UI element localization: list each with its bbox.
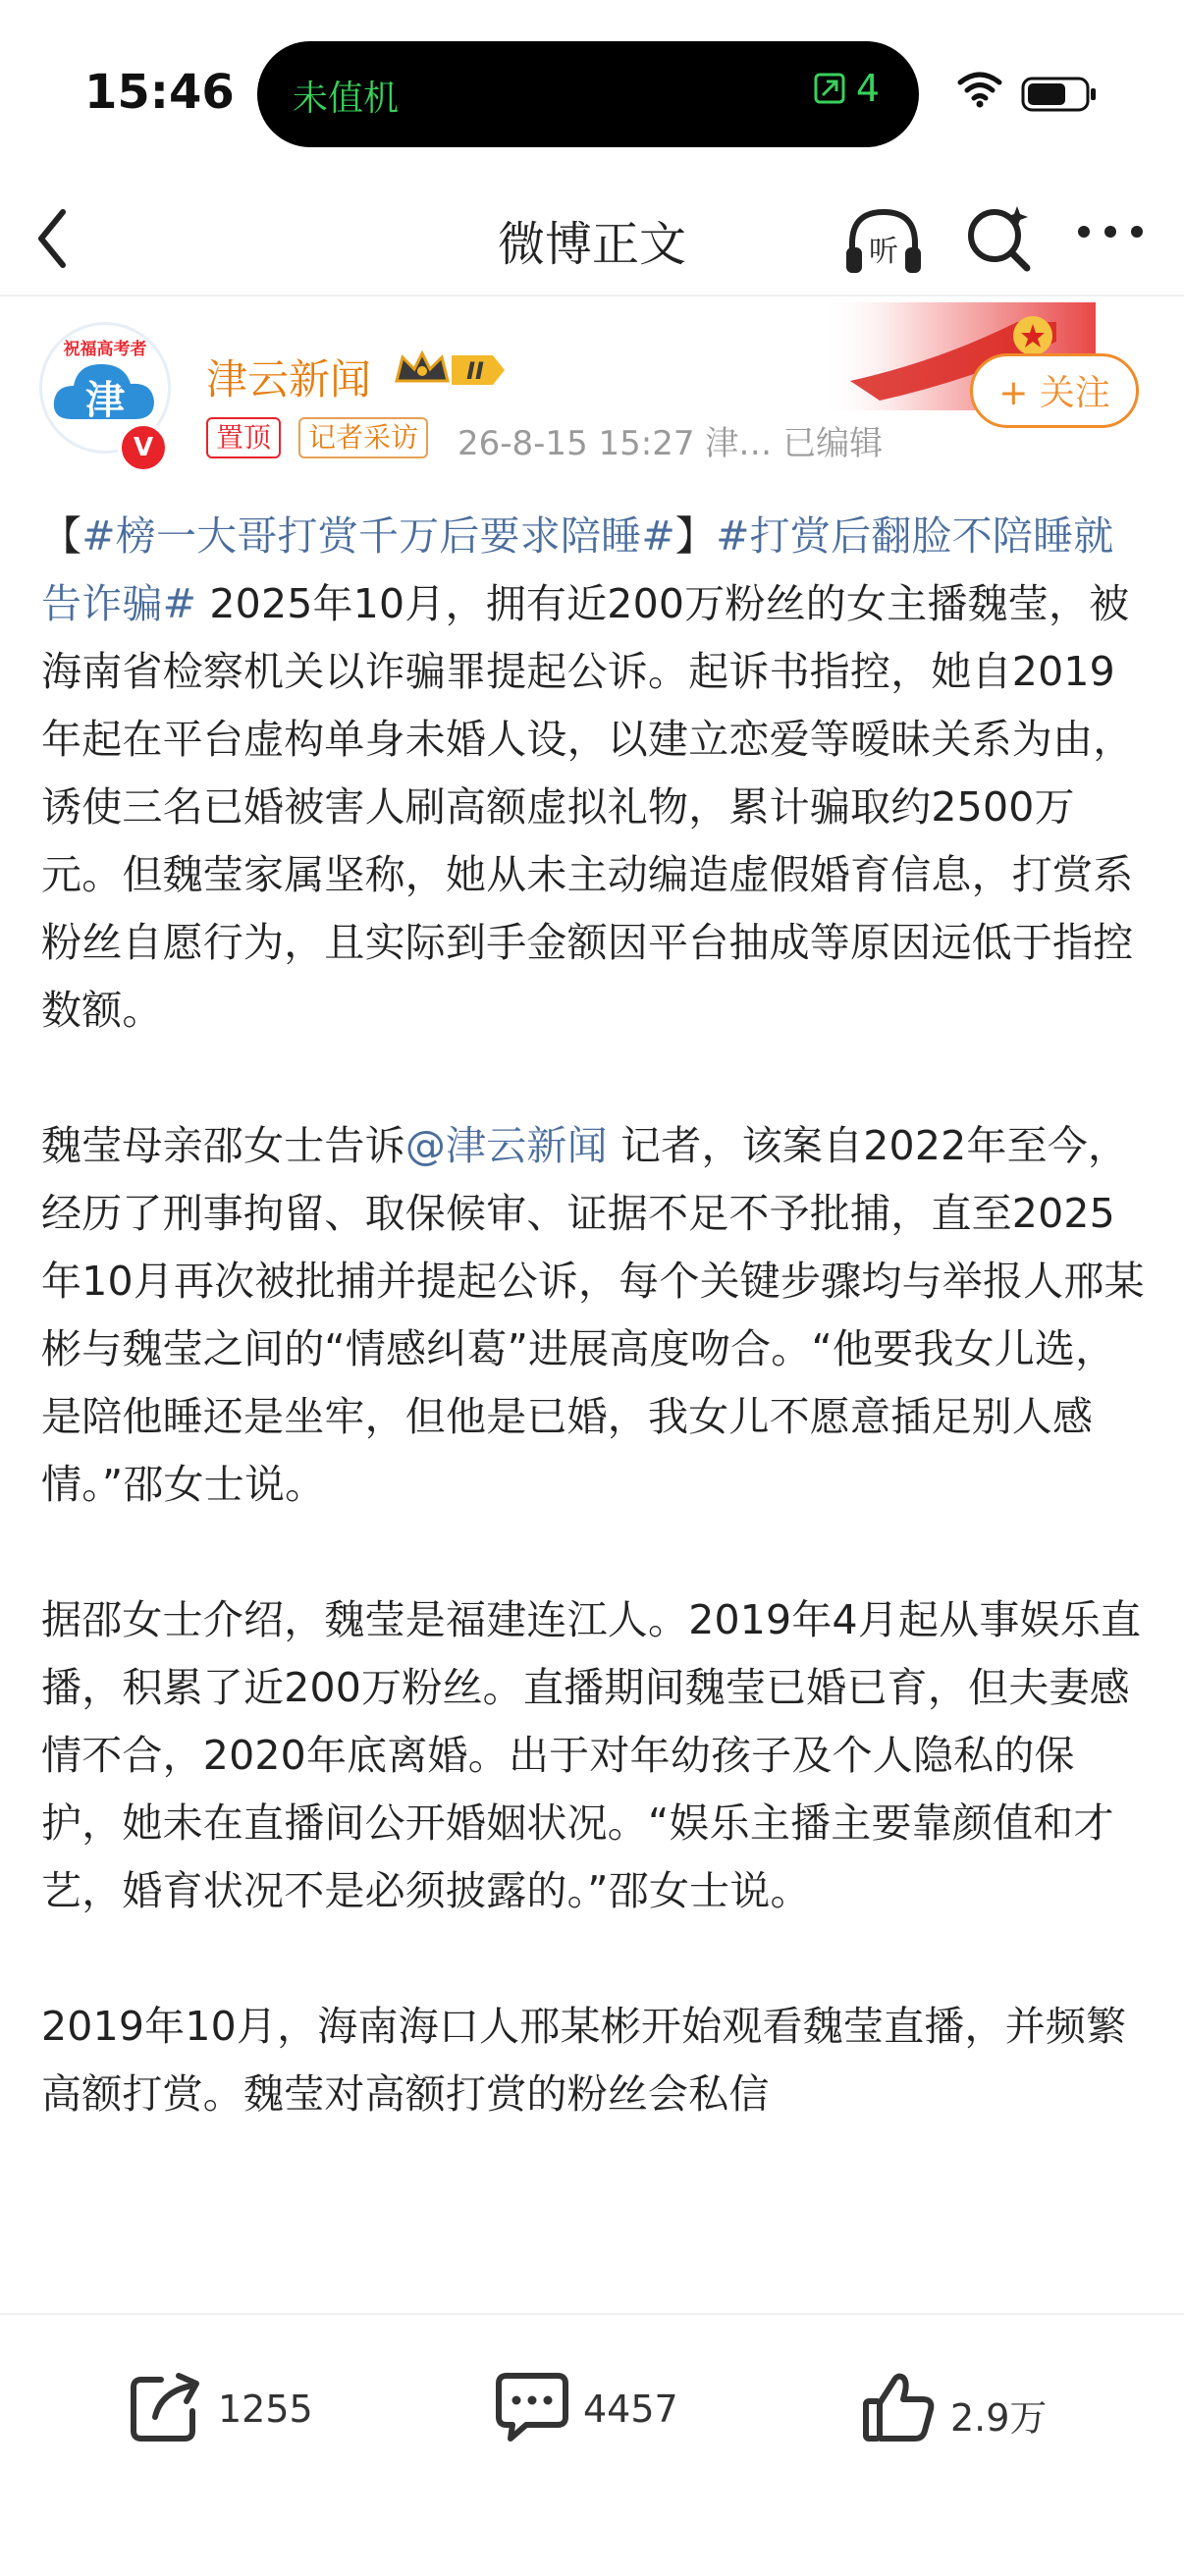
repost-button[interactable]: [128, 2368, 313, 2456]
svg-text:听: 听: [869, 235, 898, 269]
more-icon[interactable]: [1076, 222, 1145, 242]
search-icon[interactable]: [962, 200, 1037, 275]
post-paragraph: [41, 1993, 1151, 2128]
headphones-icon[interactable]: [842, 204, 925, 279]
comment-icon: [493, 2368, 571, 2444]
boarding-icon: [813, 72, 846, 105]
share-icon: [128, 2368, 204, 2444]
like-button[interactable]: [860, 2368, 1048, 2456]
post-paragraph: [41, 1586, 1151, 1925]
post-text: 据邵女士介绍，魏莹是福建连江人。2019年4月起从事娱乐直播，积累了近200万粉丝。直播期间魏莹已婚已育，但夫妻感情不合，2020年底离婚。出于对年幼孩子及个人隐私的保护，她未在直播间公开婚姻状况。“娱乐主播主要靠颜值和才艺，婚育状况不是必须披露的。”邵女士说。: [41, 1596, 1142, 1914]
comment-count: 4457: [583, 2388, 678, 2431]
post-meta: 26-8-15 15:27 津… 已编辑: [457, 424, 884, 463]
thumbs-up-icon: [860, 2368, 939, 2446]
nav-divider: [0, 295, 1184, 296]
post-body: [41, 503, 1151, 2196]
author-name[interactable]: 津云新闻: [206, 355, 372, 403]
bottom-action-bar: [0, 2313, 1184, 2576]
follow-button[interactable]: + 关注: [970, 353, 1139, 428]
repost-count: 1255: [218, 2388, 313, 2431]
post-text: 2025年10月，拥有近200万粉丝的女主播魏莹，被海南省检察机关以诈骗罪提起公诉。起诉书指控，她自2019年起在平台虚构单身未婚人设，以建立恋爱等暧昧关系为由，诱使三名已婚被害人刷高额虚拟礼物，累计骗取约2500万元。但魏莹家属坚称，她从未主动编造虚假婚育信息，打赏系粉丝自愿行为，且实际到手金额因平台抽成等原因远低于指控数额。: [41, 580, 1134, 1034]
battery-icon: [1021, 77, 1100, 112]
avatar-text: 津: [85, 378, 125, 423]
post-text: 魏莹母亲邵女士告诉: [41, 1122, 405, 1169]
island-gate-info: [813, 67, 880, 110]
post-text: 【: [41, 512, 82, 560]
status-bar: [0, 0, 1184, 187]
vip-level: II: [466, 357, 484, 385]
post-paragraph: [41, 1112, 1151, 1519]
mention-link[interactable]: @津云新闻: [404, 1122, 608, 1169]
wifi-icon: [956, 71, 1003, 108]
avatar-ribbon: 祝福高考者: [63, 340, 147, 359]
reporter-tag: 记者采访: [298, 417, 428, 458]
pinned-tag: 置顶: [206, 417, 281, 458]
post-text: 】: [674, 512, 717, 560]
vip-crown-icon[interactable]: [393, 348, 509, 393]
post-text: 2019年10月，海南海口人邢某彬开始观看魏莹直播，并频繁高额打赏。魏莹对高额打赏的粉丝会私信: [41, 2003, 1127, 2118]
island-flight-status: 未值机: [293, 79, 400, 119]
comment-button[interactable]: [493, 2368, 678, 2456]
post-paragraph: [41, 503, 1151, 1045]
nav-bar: [0, 187, 1184, 295]
like-count: 2.9万: [950, 2396, 1048, 2440]
hashtag-link[interactable]: #打赏后翻脸不陪睡就告诈骗#: [41, 512, 1114, 627]
post-text: 记者，该案自2022年至今，经历了刑事拘留、取保候审、证据不足不予批捕，直至2025年10月再次被批捕并提起公诉，每个关键步骤均与举报人邢某彬与魏莹之间的“情感纠葛”进展高度吻合。“他要我女儿选，是陪他睡还是坐牢，但他是已婚，我女儿不愿意插足别人感情。”邵女士说。: [41, 1122, 1145, 1508]
island-count: 4: [855, 67, 880, 110]
hashtag-link[interactable]: #榜一大哥打赏千万后要求陪睡#: [81, 512, 675, 560]
status-time: 15:46: [84, 65, 235, 120]
verified-badge: V: [118, 422, 169, 473]
dynamic-island[interactable]: [257, 41, 919, 147]
page-title: 微博正文: [497, 217, 686, 272]
